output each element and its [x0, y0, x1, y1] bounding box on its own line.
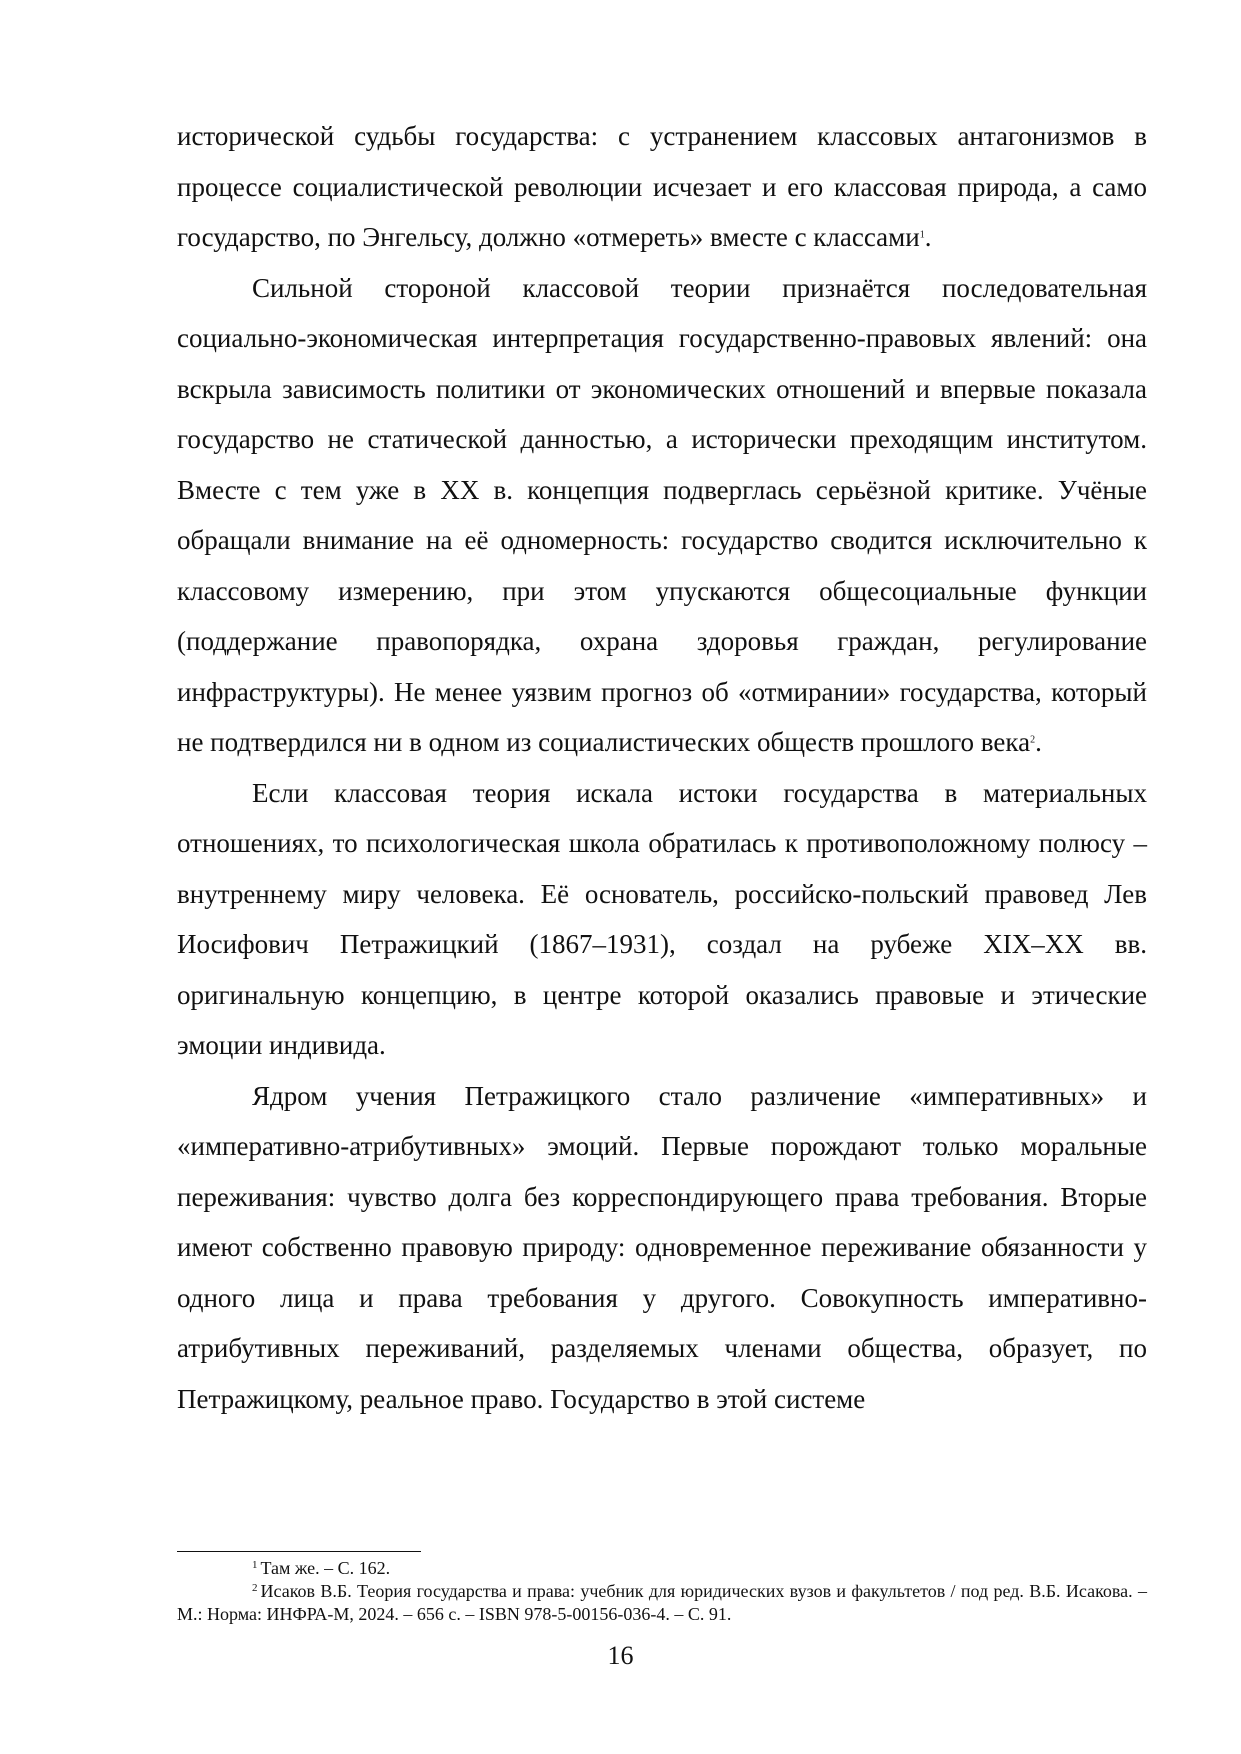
footnote — [177, 1580, 1147, 1626]
footnote-text: Там же. – С. 162. — [260, 1558, 391, 1578]
paragraph-tail: . — [1035, 727, 1042, 757]
paragraph-text: Ядром учения Петражицкого стало различение «императивных» и «императивно-атрибутивных» эмоций. Первые порождают только моральные переживания: чувство долга без корреспондирующего права требования. Вторые имеют собственно правовую природу: одновременное переживание обязанности у одного лица и права требования у другого. Совокупность императивно-атрибутивных переживаний, разделяемых членами общества, образует, по Петражицкому, реальное право. Государство в этой системе — [177, 1080, 1147, 1414]
page-number: 16 — [607, 1641, 634, 1670]
body-text — [177, 111, 1147, 1424]
paragraph — [177, 768, 1147, 1071]
footnote-separator — [177, 1551, 421, 1552]
paragraph-text: Если классовая теория искала истоки государства в материальных отношениях, то психологическая школа обратилась к противоположному полюсу – внутреннему миру человека. Её основатель, российско-польский правовед Лев Иосифович Петражицкий (1867–1931), создал на рубеже XIX–XX вв. оригинальную концепцию, в центре которой оказались правовые и этические эмоции индивида. — [177, 777, 1147, 1060]
footnote-reference[interactable]: 1 — [919, 229, 925, 241]
paragraph — [177, 263, 1147, 768]
footnote-number: 1 — [252, 1558, 258, 1571]
paragraph-tail: . — [924, 222, 932, 252]
footnote-reference[interactable]: 2 — [1030, 734, 1036, 746]
footnote — [177, 1557, 1147, 1580]
paragraph-text: Сильной стороной классовой теории признаётся последовательная социально-экономическая интерпретация государственно-правовых явлений: она вскрыла зависимость политики от экономических отношений и впервые показала государство не статической данностью, а исторически преходящим институтом. Вместе с тем уже в XX в. концепция подверглась серьёзной критике. Учёные обращали внимание на её одномерность: государство сводится исключительно к классовому измерению, при этом упускаются общесоциальные функции (поддержание правопорядка, охрана здоровья граждан, регулирование инфраструктуры). Не менее уязвим прогноз об «отмирании» государства, который не подтвердился ни в одном из социалистических обществ прошлого века — [177, 272, 1147, 757]
paragraph — [177, 111, 1147, 263]
paragraph-text: исторической судьбы государства: с устранением классовых антагонизмов в процессе социалистической революции исчезает и его классовая природа, а само государство, по Энгельсу, должно «отмереть» вместе с классами — [177, 121, 1147, 252]
paragraph — [177, 1071, 1147, 1425]
footnote-text: Исаков В.Б. Теория государства и права: учебник для юридических вузов и факультетов / под ред. В.Б. Исакова. – М.: Норма: ИНФРА-М, 2024. – 656 с. – ISBN 978-5-00156-036-4. – С. 91. — [177, 1581, 1147, 1624]
footnotes — [177, 1557, 1147, 1626]
footnote-number: 2 — [252, 1581, 258, 1594]
